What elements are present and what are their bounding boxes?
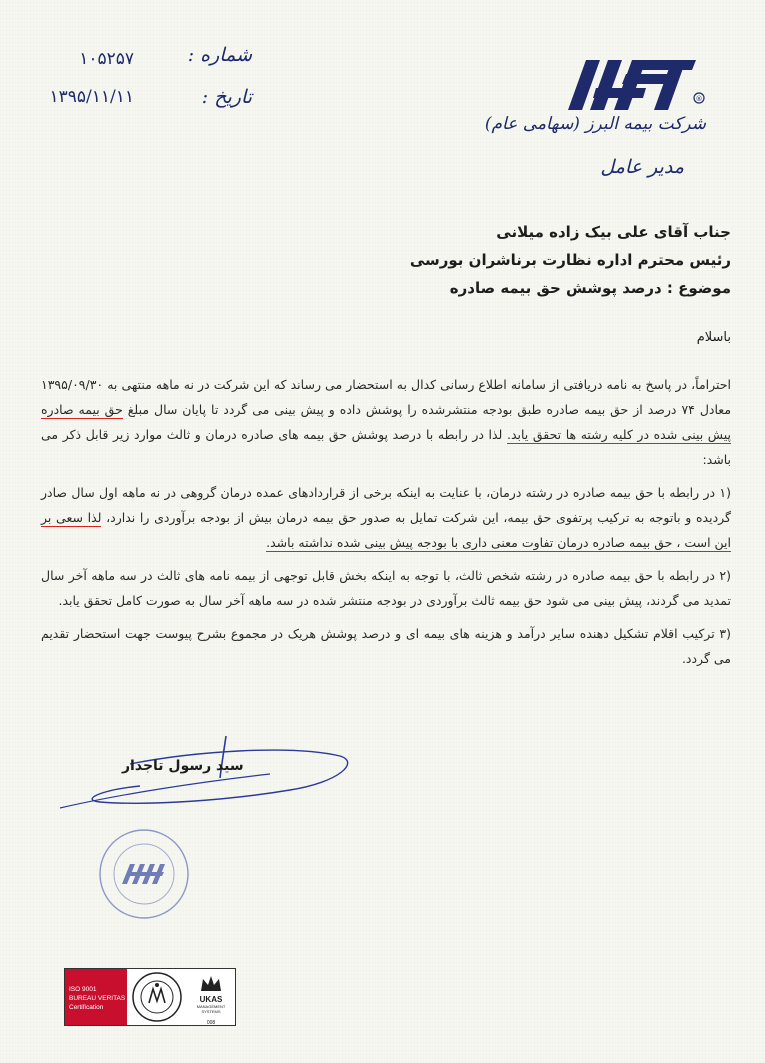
- intro-text: احتراماً، در پاسخ به نامه دریافتی از سامانه اطلاع رسانی کدال به استحضار می رساند که این شرکت در نه ماهه منتهی به ۱۳۹۵/۰۹/۳۰ معادل ۷۴ درصد از حق بیمه صادره طبق بودجه منتشرشده را پوشش داده و پیش بینی می گردد تا پایان سال مبلغ: [41, 377, 732, 417]
- item-text: در رابطه با حق بیمه صادره در رشته شخص ثالث، با توجه به اینکه بخش قابل توجهی از بیمه نامه های ثالث در سه ماهه آخر سال تمدید می گردند، پیش بینی می شود حق بیمه ثالث برآوردی در بودجه منتشر شده در سه ماهه آخر سال به صورت کامل تحقق یابد.: [41, 568, 731, 608]
- sender-role: مدیر عامل: [600, 156, 684, 178]
- letter-subject: موضوع : درصد پوشش حق بیمه صادره: [449, 279, 731, 297]
- addressee-title: رئیس محترم اداره نظارت برناشران بورسی: [409, 251, 731, 269]
- addressee-name: جناب آقای علی بیک زاده میلانی: [496, 223, 731, 241]
- certification-label: Certification: [69, 1004, 104, 1011]
- handwritten-signature: [40, 730, 360, 820]
- number-label: شماره :: [187, 44, 252, 66]
- ukas-subtitle: MANAGEMENT SYSTEMS: [196, 1004, 226, 1014]
- bureau-veritas-seal-icon: [131, 971, 183, 1023]
- ukas-number: 008: [206, 1020, 216, 1026]
- greeting: باسلام: [696, 330, 731, 345]
- list-item: [41, 563, 731, 613]
- item-number: (۲: [719, 568, 731, 583]
- items-list: [41, 480, 731, 671]
- item-number: (۳: [719, 626, 731, 641]
- item-text: در رابطه با حق بیمه صادره در رشته درمان، با عنایت به اینکه برخی از قراردادهای عمده درمان گروهی در نه ماهه اول سال صادر گردیده و باتوجه به ترکیب پرتفوی حق بیمه، این شرکت تمایل به صدور حق بیمه درمان بیش از بودجه برآوردی را ندارد،: [41, 485, 731, 525]
- date-label: تاریخ :: [201, 86, 252, 108]
- company-logo: [484, 50, 706, 200]
- list-item: [41, 621, 731, 671]
- iso-badge: [65, 969, 127, 1025]
- company-name: شرکت بیمه البرز (سهامی عام): [484, 114, 706, 134]
- highlighted-text: حق بیمه صادره پیش بینی شده در کلیه رشته ها تحقق یابد.: [41, 402, 731, 442]
- signatory-name: سید رسول تاجدار: [122, 758, 244, 774]
- item-text: ترکیب اقلام تشکیل دهنده سایر درآمد و هزینه های بیمه ای و درصد پوشش هریک در مجموع بشرح پیوست جهت استحضار تقدیم می گردد.: [41, 626, 731, 666]
- bureau-label: BUREAU VERITAS: [69, 995, 126, 1002]
- ukas-label: UKAS: [199, 995, 223, 1004]
- list-item: [41, 480, 731, 555]
- header-labels: [172, 34, 252, 118]
- paragraph-intro: [41, 372, 731, 472]
- alborz-logo-mark: [556, 52, 706, 114]
- item-number: (۱: [719, 485, 731, 500]
- iso-label: ISO 9001: [69, 986, 97, 993]
- header-values: [34, 40, 134, 116]
- letter-body: [41, 372, 731, 679]
- highlighted-text: لذا سعی بر این است ، حق بیمه صادره درمان تفاوت معنی داری با بودجه پیش بینی شده نداشته باشد.: [41, 510, 731, 550]
- registered-mark: ®: [695, 95, 703, 103]
- intro-continuation: لذا در رابطه با درصد پوشش حق بیمه های صادره درمان و ثالث موارد زیر قابل ذکر می باشد:: [41, 427, 731, 467]
- letter-number: ۱۰۵۲۵۷: [79, 49, 134, 69]
- crown-icon: [199, 973, 223, 993]
- letter-date: ۱۳۹۵/۱۱/۱۱: [49, 87, 134, 107]
- addressee-block: [311, 218, 731, 302]
- ukas-badge: [191, 973, 231, 1026]
- certification-block: [64, 968, 236, 1026]
- company-stamp: [96, 826, 192, 922]
